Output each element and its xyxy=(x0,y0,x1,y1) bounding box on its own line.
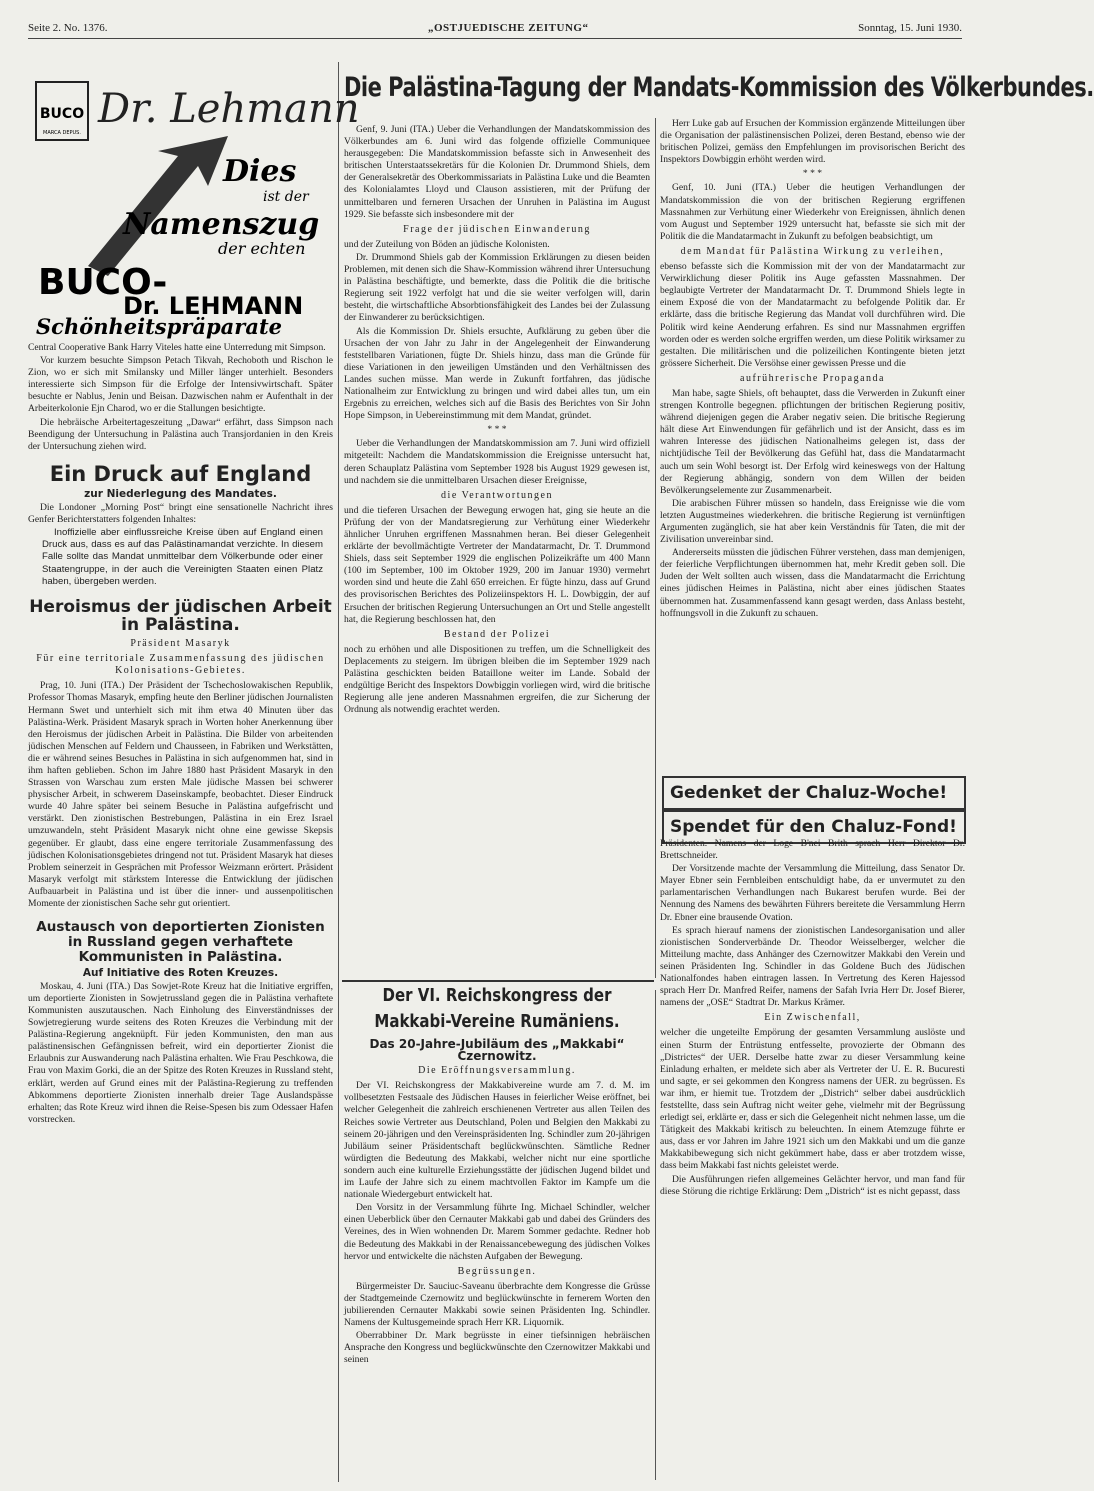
ad-namenszug: Namenszug xyxy=(123,207,320,242)
column-rule xyxy=(655,118,656,978)
paragraph: Den Vorsitz in der Versammlung führte Ing. Michael Schindler, welcher einen Ueberblick über den Cernauter Makkabi gab und dabei des Gründers des Vereines, des in Wien wohnenden Dr. Marem Sommer gedachte. Redner hob die Bedeutung des Makkabi in der Renaissancebewegung des jüdischen Volkes hervor und entwickelte die nächsten Aufgaben der Bewegung. xyxy=(344,1202,650,1262)
paragraph: Genf, 10. Juni (ITA.) Ueber die heutigen Verhandlungen der Mandatskommission die von der britischen Regierung ergriffenen Massnahmen zur Verhütung einer Wiederkehr von Ereignissen, ähnlich denen vom August und September 1929 untersucht hat, befasste sie sich mit der Politik die die Mandatarmacht in Zukunft zu befolgen beabsichtigt, um xyxy=(660,182,965,242)
paragraph: Als die Kommission Dr. Shiels ersuchte, Aufklärung zu geben über die Ursachen der von Jahr zu Jahr in der Angelegenheit der Einwanderung feststellbaren Variationen, fügte Dr. Shiels hinzu, dass man die Gründe für diese Variationen in den jeweiligen Umständen und den Verhältnissen des Landes suchen müsse. Man werde in Zukunft fortfahren, das jüdische Nationalheim zur Entwicklung zu bringen und wird dabei alles tun, um ein Ergebnis zu erreichen, welches sich auf die Basis des Berichtes von Sir John Hope Simpson, in Uebereinstimmung mit dem Mandat, gründet. xyxy=(344,325,650,422)
issue-date: Sonntag, 15. Juni 1930. xyxy=(858,22,962,34)
subheadline: zur Niederlegung des Mandates. xyxy=(84,487,277,500)
ad-der-echten: der echten xyxy=(218,239,306,258)
paragraph: Die Ausführungen riefen allgemeines Gelächter hervor, und man fand für diese Störung die richtige Erklärung: Dem „Districh“ ist es nicht gepasst, dass xyxy=(660,1173,965,1197)
ad-buco: BUCO- xyxy=(38,262,168,303)
paragraph: Der VI. Reichskongress der Makkabivereine wurde am 7. d. M. im vollbesetzten Festsaale des Jüdischen Hauses in feierlicher Weise eröffnet, bei welcher Gelegenheit die zahlreich erschienenen Vertreter aus allen Teilen des Reiches sowie Vertreter aus Deutschland, Polen und Belgien den Makkabi zu seinem 20-jährigen und den Vereinspräsidenten Ing. Schindler zum 20-jährigen Jubiläum seiner Präsidentschaft beglückwünschten. Sämtliche Redner würdigten die Bedeutung des Makkabi, welcher nicht nur eine sportliche sondern auch eine kulturelle Erziehungsstätte der jüdischen Jugend bildet und im Laufe der Jahre sich zu einem machtvollen Faktor im Kampfe um die nationale Wiedergeburt entwickelt hat. xyxy=(344,1080,650,1201)
paragraph: Moskau, 4. Juni (ITA.) Das Sowjet-Rote Kreuz hat die Initiative ergriffen, um deportierte Zionisten in Sowjetrussland gegen die in Palästina verhaftete Kommunisten auszutauschen. Nach Einholung des Einverständnisses der Sowjetregierung wurde seitens des Roten Kreuzes die Verbindung mit der Palästina-Regierung angeknüpft. Für jeden Kommunisten, den man aus palästinensischen Gefängnissen befreit, wird ein deportierter Zionist die Erlaubnis zur Auswanderung nach Palästina erhalten. Wie Frau Peschkowa, die Frau von Maxim Gorki, die an der Spitze des Roten Kreuzes in Russland steht, erklärt, werden auf Grund eines mit der Palästina-Regierung zu treffenden Abkommens deportierte Zionisten innerhalb dreier Tage Auslandspässe erhalten; das Rote Kreuz wird ihnen die Reise-Spesen bis zum Odessaer Hafen vorstrecken. xyxy=(28,980,333,1125)
subheading: aufrührerische Propaganda xyxy=(740,372,885,384)
paragraph: Der Vorsitzende machte der Versammlung die Mitteilung, dass Senator Dr. Mayer Ebner sein Fernbleiben entschuldigt habe, da er unvermutet zu den parlamentarischen Verhandlungen nach Bukarest berufen wurde. Bei der Nennung des Namens des bewährten Führers bereitete die Versammlung Herrn Dr. Ebner eine brausende Ovation. xyxy=(660,863,965,923)
subheading: die Verantwortungen xyxy=(441,489,553,501)
lehmann-signature: Dr. Lehmann xyxy=(98,86,360,132)
paragraph: Die hebräische Arbeitertageszeitung „Dawar“ erfährt, dass Simpson nach Beendigung der Untersuchung in Palästina auch Transjordanien in den Kreis der Untersuchung ziehen wird. xyxy=(28,416,333,452)
column-2 xyxy=(344,124,650,979)
makkabi-article xyxy=(344,986,650,1476)
separator-stars: * * * xyxy=(487,424,507,436)
logo-mark-label: MARCA DEPUS. xyxy=(43,130,81,136)
slogan-chaluz-fond: Spendet für den Chaluz-Fond! xyxy=(662,810,966,844)
separator-stars: * * * xyxy=(802,168,823,180)
headline-makkabi: Der VI. Reichskongress der Makkabi-Vereine Rumäniens. xyxy=(374,984,620,1032)
arrow-graphic xyxy=(88,136,228,276)
paragraph: und die tieferen Ursachen der Bewegung erwogen hat, ging sie heute an die Prüfung der von der Mandatsregierung zur Verhütung einer Wiederkehr ähnlicher Unruhen ergriffenen Massnahmen heran. Bei dieser Gelegenheit erklärte der bevollmächtigte Vertreter der Mandatarmacht, Dr. T. Drummond Shiels, dass seit September 1929 die englischen Polizeikräfte um 400 Mann (100 im September, 100 im Oktober 1929, 200 im Januar 1930) vermehrt worden sind und heute die Zahl 650 erreichen. Er fügte hinzu, dass auf Grund des provisorischen Berichtes des Polizeiinspektors H. L. Dowbiggin, der auf Ersuchen der britischen Regierung Untersuchungen an Ort und Stelle angestellt hat, die Regierung beschlossen hat, den xyxy=(344,504,650,625)
newspaper-title: „OSTJUEDISCHE ZEITUNG“ xyxy=(428,22,589,34)
paragraph: Genf, 9. Juni (ITA.) Ueber die Verhandlungen der Mandatskommission des Völkerbundes am 6. Juni wird das folgende offizielle Communiquee herausgegeben: Die Mandatskommission befasste sich in Anwesenheit des britischen Unterstaatssekretärs für die Kolonien Dr. Drummond Shiels, dem der Generalsekretär des Oberkommissariats in Palästina Luke und die Beamten des Kolonialamtes Lloyd und Clauson assistieren, mit der Prüfung der unmittelbaren und ferneren Ursachen der Unruhen in Palästina im August 1929. Sie befasste sich insbesondere mit der xyxy=(344,124,650,220)
paragraph: Oberrabbiner Dr. Mark begrüsste in einer tiefsinnigen hebräischen Ansprache den Kongress und beglückwünschte den Czernowitzer Makkabi und seinen xyxy=(344,1330,650,1366)
paragraph: Bürgermeister Dr. Sauciuc-Saveanu überbrachte dem Kongresse die Grüsse der Stadtgemeinde Czernowitz und beglückwünschte in fernerem Worten den jubilierenden Cernauter Makkabi sowie seinen Präsidenten Ing. Schindler. Namens der Kultusgemeinde sprach Herr KR. Liquornik. xyxy=(344,1280,650,1329)
headline-heroismus: Heroismus der jüdischen Arbeit in Palästina. xyxy=(29,596,332,636)
page-number: Seite 2. No. 1376. xyxy=(28,22,108,34)
paragraph: Präsidenten. Namens der Loge B'nei Brith sprach Herr Direktor Dr. Brettschneider. xyxy=(660,838,965,862)
buco-logo: BUCO xyxy=(39,106,85,122)
paragraph: noch zu erhöhen und alle Dispositionen zu treffen, um die Schnelligkeit des Deplacements zu steigern. Im übrigen bleiben die im September 1929 nach Palästina geschickten beiden Bataillone weiter im Lande. Sobald der endgültige Bericht des Inspektors Dowbiggin vorliegen wird, wird die britische Regierung alle jene anderen Massnahmen ergreifen, die zur Sicherung der Ordnung als notwendig erachtet werden. xyxy=(344,643,650,716)
subheadline: Auf Initiative des Roten Kreuzes. xyxy=(82,966,279,979)
ad-dies: Dies xyxy=(223,154,297,189)
headline-austausch: Austausch von deportierten Zionisten in Russland gegen verhaftete Kommunisten in Palästina. xyxy=(36,919,325,965)
column-rule xyxy=(655,990,656,1480)
paragraph: Es sprach hierauf namens der zionistischen Landesorganisation und aller zionistischen Sonderverbände Dr. Theodor Weisselberger, welcher die Mitteilung machte, dass Anhänger des Czernowitzer Makkabi den Verein und seinen Präsidenten Ing. Schindler in das Goldene Buch des Jüdischen Nationalfondes haben eintragen lassen. In Vertretung des Keren Hajessod sprach Herr Dr. Manfred Reifer, namens der Safah Ivria Herr Dr. Josef Bierer, namens der „OSE“ Stadtrat Dr. Markus Krämer. xyxy=(660,924,965,1009)
ad-ist-der: ist der xyxy=(263,189,309,205)
subheadline: Für eine territoriale Zusammenfassung des jüdischen Kolonisations-Gebietes. xyxy=(36,653,325,677)
paragraph: welcher die ungeteilte Empörung der gesamten Versammlung auslöste und einen Sturm der Entrüstung entfesselte, provozierte der Obmann des „Districtes“ der UER. Derselbe hatte zwar zu dieser Versammlung keine Einladung erhalten, er meldete sich aber als Vertreter der U. E. R. Bucuresti und sagte, er sei gekommen den Kongress namens der UER. zu begrüssen. Es war ihm, er hiemit tue. Trotzdem der „Districh“ selber dabei ausdrücklich feststellte, dass sein Auftrag nicht weiter gehe, vielmehr mit der Begrüssung erledigt sei, erklärte er, dass er sich die Gelegenheit nicht nehmen lasse, um die Tätigkeit des Makkabi kritisch zu beleuchten. In einem Atemzuge führte er aus, dass er vor Jahren im Jahre 1921 sich um den Makkabi und um die ganze Makkabibewegung sich nicht gekümmert habe, dass er aber trotzdem wisse, dass beim Makkabi fast nichts geleistet werde. xyxy=(660,1027,965,1172)
advertisement-artwork xyxy=(28,66,360,339)
makkabi-article-continued xyxy=(660,838,965,1478)
subheading: Ein Zwischenfall, xyxy=(764,1012,861,1024)
column-rule xyxy=(338,62,339,1482)
paragraph: Central Cooperative Bank Harry Viteles hatte eine Unterredung mit Simpson. xyxy=(28,342,326,353)
subheading: Bestand der Polizei xyxy=(443,628,551,640)
column-1 xyxy=(28,342,333,1478)
buco-advertisement xyxy=(28,66,360,339)
paragraph: Ueber die Verhandlungen der Mandatskommission am 7. Juni wird offiziell mitgeteilt: Nachdem die Mandatskommission die Ereignisse untersucht hat, deren Schauplatz Palästina vom September 1928 bis August 1929 gewesen ist, und nachdem sie die unmittelbaren Ursachen dieser Ereignisse, xyxy=(344,438,650,486)
slogan-chaluz-woche: Gedenket der Chaluz-Woche! xyxy=(662,776,966,810)
paragraph: Vor kurzem besuchte Simpson Petach Tikvah, Rechoboth und Rischon le Zion, wo er sich mit Smilansky und Miller länger unterhielt. Besonders interessierte sich Simpson für die Erfolge der Intensivwirtschaft. Später besuchte er Nablus, Jenin und Beisan. Dazwischen nahm er Aufenthalt in der Arbeiterkolonie Ejn Charod, wo er die Stallungen besichtigte. xyxy=(28,355,333,415)
paragraph: Dr. Drummond Shiels gab der Kommission Erklärungen zu diesen beiden Problemen, mit denen sich die Shaw-Kommission während ihrer Untersuchung in Palästina beschäftigte, und bemerkte, dass die Politik die die britische Regierung seit 1922 verfolgt hat und die sie weiter verfolgen will, darin besteht, die wirtschaftliche Absorbtionsfähigkeit des Landes bei der Zulassung der Einwanderer zu berücksichtigen. xyxy=(344,251,650,324)
headline-druck: Ein Druck auf England xyxy=(49,461,312,486)
paragraph: ebenso befasste sich die Kommission mit der von der Mandatarmacht zur Verwirklichung dieser Politik ins Auge gefassten Massnahmen. Der beglaubigte Vertreter der Mandatarmacht Dr. T. Drummond Shiels legte in einem Exposé die von der Mandatarmacht zu befolgende Politik dar. Er erklärte, dass die britische Regierung das Mandat voll durchführen wird. Die Politik wird keine Aenderung erfahren. Es sind nur Massnahmen ergriffen worden oder es werden solche ergriffen werden, um diese Politik wirksamer zu gestalten. Die militärischen und die polizeilichen Kontingente bieten jetzt grössere Sicherheit. Die Versöhse einer gewissen Presse und die xyxy=(660,261,965,369)
subheading: Die Eröffnungsversammlung. xyxy=(418,1065,576,1077)
column-3 xyxy=(660,118,965,748)
headline-palaestina-tagung: Die Palästina-Tagung der Mandats-Kommission des Völkerbundes. xyxy=(344,72,1094,102)
subheadline: Präsident Masaryk xyxy=(130,638,231,650)
ad-schoenheitspraeparate: Schönheitspräparate xyxy=(36,314,283,339)
paragraph: Herr Luke gab auf Ersuchen der Kommission ergänzende Mitteilungen über die Organisation der palästinensischen Polizei, deren Bestand, ebenso wie der britischen Polizei, gemäss den Empfehlungen im provisorischen Bericht des Inspektors Dowbiggin erhöht werden wird. xyxy=(660,118,965,166)
subheading: dem Mandat für Palästina Wirkung zu verleihen, xyxy=(680,245,945,257)
ad-dr-lehmann: Dr. LEHMANN xyxy=(123,292,304,320)
paragraph: Die arabischen Führer müssen so handeln, dass Ereignisse wie die vom letzten Augustmeines wiederkehren. die britische Regierung ist vernünftigen Argumenten zugänglich, sie hat aber kein Verständnis für Taten, die mit der Zivilisation unvereinbar sind. xyxy=(660,497,965,546)
subheading: Frage der jüdischen Einwanderung xyxy=(403,223,591,235)
paragraph: Man habe, sagte Shiels, oft behauptet, dass die Verwerden in Zukunft einer strengen Kontrolle begegnen. pflichtungen der britischen Regierung positiv, während diejenigen gegen die Araber negativ seien. Die britische Regierung hält diese Art Einwendungen für gefährlich und ist der Ansicht, dass es im wahren Interesse des jüdischen Nationalheims gelegen ist, dass der nichtjüdische Teil der Bevölkerung das Gefühl hat, dass die Mandatarmacht auch um sein Wohl besorgt ist. Der Erfolg wird keineswegs von der Haltung der Regierung abhängig, sondern von dem Willen der beiden Bevölkerungselemente zur Zusammenarbeit. xyxy=(660,387,965,496)
paragraph: Inoffizielle aber einflussreiche Kreise üben auf England einen Druck aus, dass es auf das Palästinamandat verzichte. In diesem Falle sollte das Mandat unmittelbar dem Völkerbunde oder einer Staatengruppe, in der auch die Vereinigten Staaten einen Platz haben, übergeben werden. xyxy=(42,527,323,587)
subheading: Begrüssungen. xyxy=(457,1265,537,1277)
paragraph: und der Zuteilung von Böden an jüdische Kolonisten. xyxy=(344,238,550,250)
paragraph: Prag, 10. Juni (ITA.) Der Präsident der Tschechoslowakischen Republik, Professor Thomas Masaryk, empfing heute den Berliner jüdischen Journalisten Hermann Swet und unterhielt sich mit ihm etwa 40 Minuten über das Palästina-Werk. Präsident Masaryk sprach in Worten hoher Anerkennung über den Heroismus der jüdischen Arbeit in Palästina. Die Bilder von arbeitenden jüdischen Menschen auf Feldern und Chausseen, in Fabriken und Werkstätten, die er während seines Besuches in Palästina in sich aufgenommen hat, sind in ihm haften geblieben. Schon im Jahre 1880 hast Präsident Masaryk in den Strassen von Warschau zum ersten Male jüdische Massen bei schwerer physischer Arbeit, in schwerem Daseinskampfe, beobachtet. Dieser Eindruck wurde 40 Jahre später bei seinem Besuche in Palästina aufgefrischt und verstärkt. Den zionistischen Bestrebungen, Palästina in ein Erez Israel umzuwandeln, steht Präsident Masaryk nicht ohne eine gewisse Skepsis gegenüber. Er glaubt, dass eine engere territoriale Zusammenfassung des jüdischen Kolonisationsgebietes dringend not tut. Präsident Masaryk hat dieses Problem seinerzeit in Gesprächen mit Professor Weizmann erörtert. Präsident Masaryk verfolgt mit stärkstem Interesse die Entwicklung der jüdischen Aufbauarbeit in Palästina und ist über die inner- und aussenpolitischen Momente der zionistischen Sache sehr gut orientiert. xyxy=(28,680,333,910)
subheadline: Das 20-Jahre-Jubiläum des „Makkabi“ Czernowitz. xyxy=(369,1037,625,1064)
paragraph: Andererseits müssten die jüdischen Führer verstehen, dass man demjenigen, der feierliche Verpflichtungen übernommen hat, mehr Kredit geben soll. Die Juden der Welt sollten auch wissen, dass die Mandatarmacht die Errichtung eines jüdischen Heimes in Palästina, nicht aber eines jüdischen Staates übernommen hat. Zusammenfassend kann gesagt werden, dass Anlass besteht, hoffnungsvoll in die Zukunft zu schauen. xyxy=(660,547,965,619)
masthead xyxy=(28,20,962,39)
paragraph: Die Londoner „Morning Post“ bringt eine sensationelle Nachricht ihres Genfer Berichterstatters folgenden Inhaltes: xyxy=(28,502,333,526)
